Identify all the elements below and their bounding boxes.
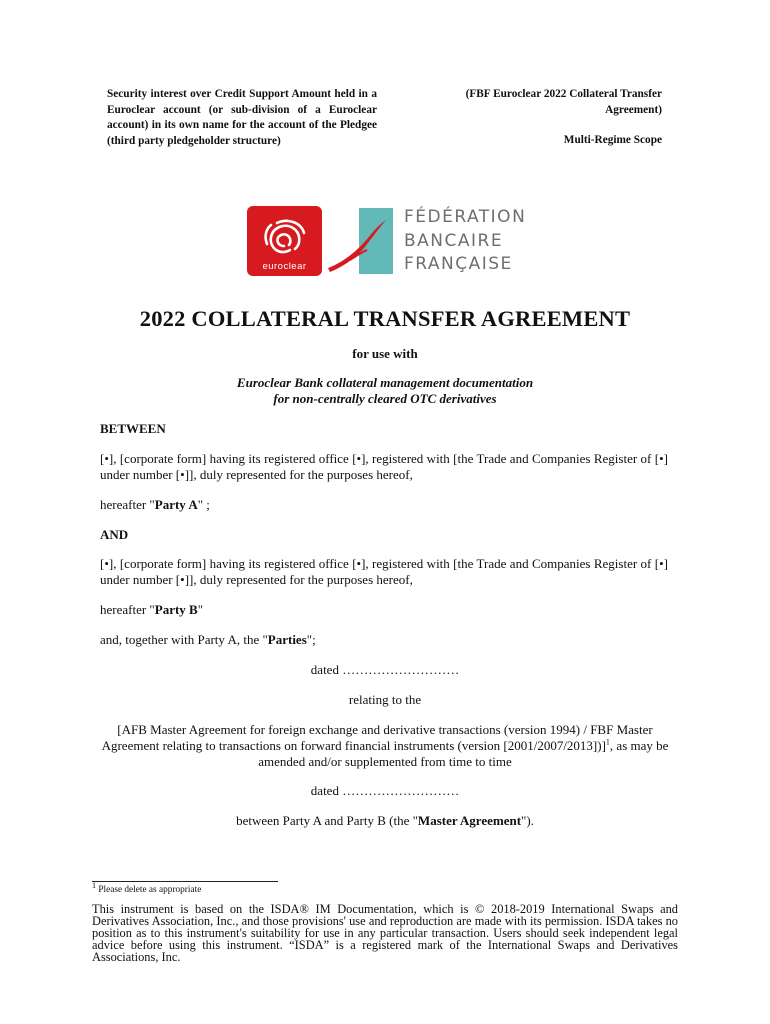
between-heading: BETWEEN	[100, 421, 166, 436]
party-b-label: Party B	[154, 602, 198, 617]
footnote-text: Please delete as appropriate	[98, 885, 202, 895]
header-agreement-name: (FBF Euroclear 2022 Collateral Transfer Agreement)	[465, 88, 662, 116]
parties-definition	[100, 632, 668, 648]
hereafter-prefix: hereafter "	[100, 602, 155, 617]
dated-line: dated ………………………	[310, 662, 460, 677]
party-a-hereafter	[100, 497, 668, 513]
parties-label: Parties	[267, 632, 307, 647]
parties-suffix: ";	[306, 632, 316, 647]
dated-line: dated ………………………	[310, 783, 460, 798]
fbf-wordmark-line: FÉDÉRATION	[404, 207, 527, 227]
document-subtitle	[0, 375, 770, 407]
euroclear-logo	[247, 206, 322, 276]
fbf-wordmark	[404, 206, 544, 277]
footnote-divider	[92, 881, 278, 882]
master-agreement-definition	[100, 813, 670, 829]
euroclear-wordmark: euroclear	[262, 261, 307, 272]
hereafter-prefix: hereafter "	[100, 497, 155, 512]
parties-prefix: and, together with Party A, the "	[100, 632, 268, 647]
document-title: 2022 COLLATERAL TRANSFER AGREEMENT	[139, 306, 631, 331]
footnote-reference: 1	[605, 737, 610, 747]
hereafter-suffix: " ;	[197, 497, 210, 512]
fbf-wordmark-line: BANCAIRE	[404, 230, 504, 251]
header-scope-label: Multi-Regime Scope	[563, 134, 662, 146]
and-heading: AND	[100, 527, 129, 542]
definition-prefix: between Party A and Party B (the "	[236, 813, 418, 828]
hereafter-suffix: "	[197, 602, 204, 617]
subtitle-line: Euroclear Bank collateral management documentation	[236, 375, 534, 390]
party-a-description: [•], [corporate form] having its registered office [•], registered with [the Trade and Companies Register of [•] under number [•]], duly represented for the purposes hereof,	[100, 451, 668, 482]
subtitle-line: for non-centrally cleared OTC derivatives	[273, 391, 497, 406]
master-agreement-text: [AFB Master Agreement for foreign exchange and derivative transactions (version 1994) / FBF Master Agreement relating to transactions on forward financial instruments (version [2001/2007/2013])]	[101, 722, 653, 753]
footnote-number: 1	[92, 880, 96, 890]
isda-disclaimer: This instrument is based on the ISDA® IM Documentation, which is © 2018-2019 International Swaps and Derivatives Association, Inc., and those provisions' use and reproduction are made with its permission. ISDA takes no position as to this instrument's suitability for use in any particular transaction. Users should seek independent legal advice before using this instrument. “ISDA” is a registered mark of the International Swaps and Derivatives Associations, Inc.	[92, 902, 678, 964]
definition-suffix: ").	[521, 813, 534, 828]
fbf-logo-mark-icon	[326, 206, 396, 276]
for-use-with: for use with	[352, 346, 418, 361]
fbf-wordmark-line: FRANÇAISE	[404, 254, 513, 274]
relating-to: relating to the	[348, 692, 422, 707]
party-b-hereafter	[100, 602, 668, 618]
party-a-label: Party A	[154, 497, 198, 512]
header-scope-description: Security interest over Credit Support Amount held in a Euroclear account (or sub-division of a Euroclear account) in its own name for the account of the Pledgee (third party pledgeholder structure)	[107, 88, 377, 147]
footnote	[92, 880, 202, 895]
party-b-description: [•], [corporate form] having its registered office [•], registered with [the Trade and Companies Register of [•] under number [•]], duly represented for the purposes hereof,	[100, 556, 668, 587]
master-agreement-description	[100, 722, 670, 770]
master-agreement-suffix: , as may be amended and/or supplemented from time to time	[258, 738, 669, 769]
master-agreement-label: Master Agreement	[417, 813, 522, 828]
header-right-block	[420, 87, 662, 149]
